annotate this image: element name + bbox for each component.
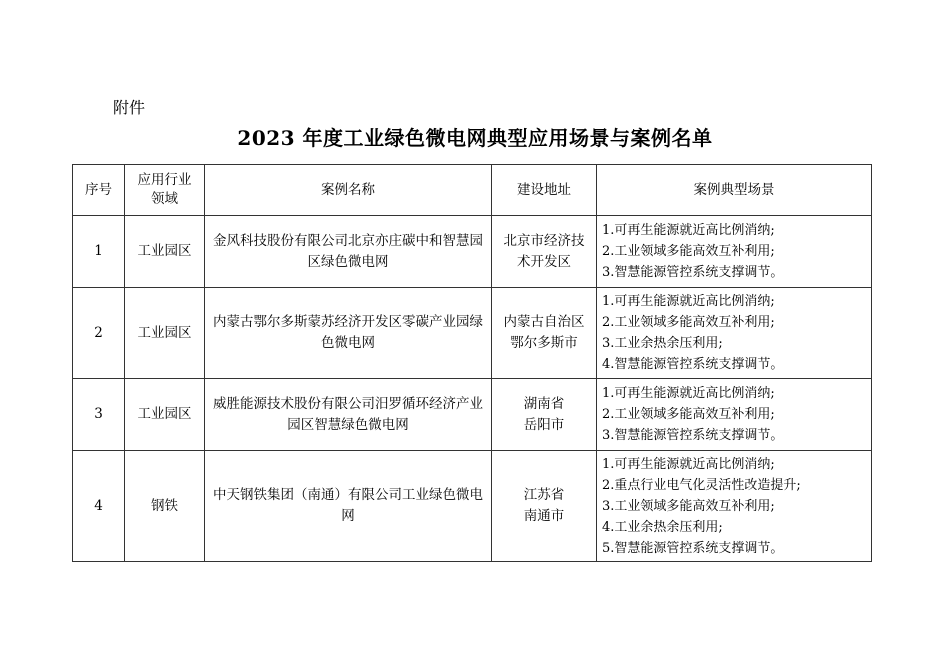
cell-scenes (597, 451, 872, 562)
cell-name: 威胜能源技术股份有限公司汨罗循环经济产业园区智慧绿色微电网 (205, 379, 492, 451)
cell-location (492, 451, 597, 562)
scene-item: 3.智慧能源管控系统支撑调节。 (602, 428, 784, 443)
attachment-label: 附件 (113, 98, 146, 117)
location-line2: 南通市 (523, 508, 565, 524)
table-row (73, 288, 872, 379)
scene-item: 3.工业领域多能高效互补利用; (602, 498, 775, 514)
scene-item: 2.工业领域多能高效互补利用; (602, 407, 775, 422)
location-line2: 术开发区 (517, 253, 571, 270)
col-header-location: 建设地址 (492, 165, 597, 216)
cell-name: 内蒙古鄂尔多斯蒙苏经济开发区零碳产业园绿色微电网 (205, 288, 492, 379)
cell-no: 2 (73, 288, 125, 379)
scene-item: 1.可再生能源就近高比例消纳; (602, 294, 775, 309)
cell-field: 钢铁 (125, 451, 205, 562)
table-header-row (73, 165, 872, 216)
col-header-no: 序号 (73, 165, 125, 216)
scene-item: 5.智慧能源管控系统支撑调节。 (602, 540, 784, 556)
scene-item: 4.工业余热余压利用; (602, 519, 723, 535)
location-line2: 鄂尔多斯市 (510, 335, 578, 351)
cell-no: 3 (73, 379, 125, 451)
scene-item: 1.可再生能源就近高比例消纳; (602, 456, 775, 472)
col-header-field-line2: 领域 (151, 191, 178, 207)
table-row (73, 451, 872, 562)
cell-location (492, 288, 597, 379)
cell-no: 1 (73, 216, 125, 288)
cell-name: 中天钢铁集团（南通）有限公司工业绿色微电网 (205, 451, 492, 562)
case-list-table (72, 164, 872, 562)
scene-item: 2.重点行业电气化灵活性改造提升; (602, 477, 801, 493)
document-title: 2023 年度工业绿色微电网典型应用场景与案例名单 (237, 126, 713, 150)
cell-location (492, 379, 597, 451)
scene-item: 3.智慧能源管控系统支撑调节。 (602, 265, 784, 280)
col-header-field-line1: 应用行业 (137, 172, 192, 188)
cell-scenes (597, 379, 872, 451)
cell-location (492, 216, 597, 288)
location-line1: 内蒙古自治区 (503, 314, 585, 330)
table-row (73, 216, 872, 288)
location-line2: 岳阳市 (523, 416, 565, 433)
col-header-name: 案例名称 (205, 165, 492, 216)
location-line1: 江苏省 (523, 487, 565, 503)
scene-item: 2.工业领域多能高效互补利用; (602, 315, 775, 330)
scene-item: 3.工业余热余压利用; (602, 336, 723, 351)
cell-no: 4 (73, 451, 125, 562)
scene-item: 1.可再生能源就近高比例消纳; (602, 386, 775, 401)
location-line1: 湖南省 (523, 395, 565, 412)
col-header-field (125, 165, 205, 216)
table-row (73, 379, 872, 451)
scene-item: 1.可再生能源就近高比例消纳; (602, 223, 775, 238)
scene-item: 2.工业领域多能高效互补利用; (602, 244, 775, 259)
cell-field: 工业园区 (125, 216, 205, 288)
col-header-scenes: 案例典型场景 (597, 165, 872, 216)
cell-scenes (597, 216, 872, 288)
cell-field: 工业园区 (125, 288, 205, 379)
cell-name: 金风科技股份有限公司北京亦庄碳中和智慧园区绿色微电网 (205, 216, 492, 288)
cell-scenes (597, 288, 872, 379)
location-line1: 北京市经济技 (503, 232, 585, 249)
cell-field: 工业园区 (125, 379, 205, 451)
scene-item: 4.智慧能源管控系统支撑调节。 (602, 357, 784, 372)
